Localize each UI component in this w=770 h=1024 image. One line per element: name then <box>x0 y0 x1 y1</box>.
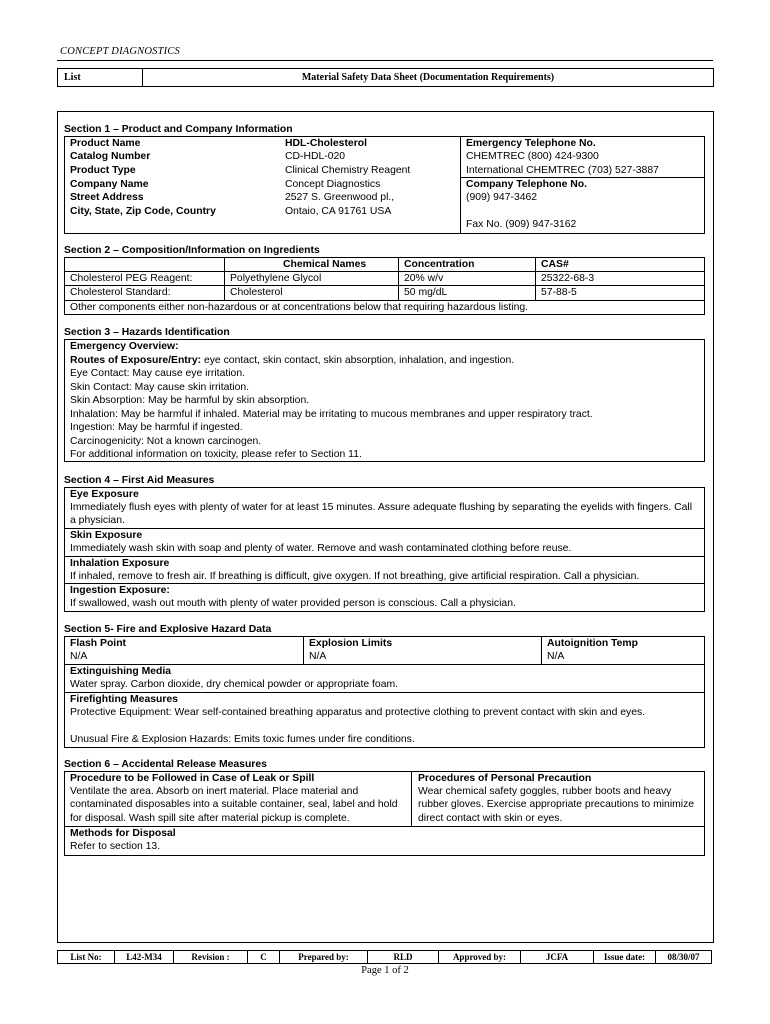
section-1-title: Section 1 – Product and Company Information <box>64 124 293 135</box>
skin-exposure-text: Immediately wash skin with soap and plenty of water. Remove and wash contaminated clothing before reuse. <box>70 543 572 554</box>
label-product-type: Product Type <box>70 165 136 176</box>
disposal-text: Refer to section 13. <box>70 841 161 852</box>
section-3-title: Section 3 – Hazards Identification <box>64 327 230 338</box>
section-5-title: Section 5- Fire and Explosive Hazard Data <box>64 624 272 635</box>
routes-label: Routes of Exposure/Entry: <box>70 355 202 366</box>
value-product-name: HDL-Cholesterol <box>285 138 367 149</box>
routes-of-exposure <box>70 354 514 367</box>
explosion-limits-label: Explosion Limits <box>309 638 393 649</box>
header-chemical-names: Chemical Names <box>283 259 367 270</box>
value-street-address: 2527 S. Greenwood pl., <box>285 192 395 203</box>
value-catalog-number: CD-HDL-020 <box>285 151 346 162</box>
spill-procedure-label: Procedure to be Followed in Case of Leak or Spill <box>70 773 315 784</box>
list-label: List <box>64 72 81 83</box>
ingredient-cas: 25322-68-3 <box>541 273 595 284</box>
extinguishing-media-label: Extinguishing Media <box>70 666 172 677</box>
routes-text: eye contact, skin contact, skin absorption, inhalation, and ingestion. <box>201 355 515 366</box>
label-city: City, State, Zip Code, Country <box>70 206 216 217</box>
label-street-address: Street Address <box>70 192 144 203</box>
fax-number: Fax No. (909) 947-3162 <box>466 219 577 230</box>
emergency-phone-label: Emergency Telephone No. <box>466 138 596 149</box>
issue-date-label: Issue date: <box>603 952 646 962</box>
hazard-line: Ingestion: May be harmful if ingested. <box>70 422 243 433</box>
section-4-title: Section 4 – First Aid Measures <box>64 475 215 486</box>
value-product-type: Clinical Chemistry Reagent <box>285 165 411 176</box>
section-2-divider <box>398 257 399 300</box>
prepared-by-label: Prepared by: <box>298 952 349 962</box>
ingredient-concentration: 20% w/v <box>404 273 444 284</box>
hazard-line: Skin Absorption: May be harmful by skin absorption. <box>70 395 310 406</box>
header-rule <box>57 60 713 61</box>
hazard-line: Carcinogenicity: Not a known carcinogen. <box>70 436 262 447</box>
autoignition-label: Autoignition Temp <box>547 638 638 649</box>
header-cas: CAS# <box>541 259 569 270</box>
company-phone: (909) 947-3462 <box>466 192 538 203</box>
label-company-name: Company Name <box>70 179 149 190</box>
section-5-divider <box>541 636 542 664</box>
emergency-phone-2: International CHEMTREC (703) 527-3887 <box>466 165 659 176</box>
section-6-title: Section 6 – Accidental Release Measures <box>64 759 267 770</box>
section-6-divider <box>411 771 412 826</box>
extinguishing-media-text: Water spray. Carbon dioxide, dry chemical powder or appropriate foam. <box>70 679 399 690</box>
ingestion-exposure-label: Ingestion Exposure: <box>70 585 170 596</box>
ingredient-component: Cholesterol PEG Reagent: <box>70 273 193 284</box>
autoignition-value: N/A <box>547 651 565 662</box>
emergency-overview: Emergency Overview: <box>70 341 179 352</box>
approved-by-label: Approved by: <box>452 952 507 962</box>
prepared-by-value: RLD <box>393 952 413 962</box>
ingredient-cas: 57-88-5 <box>541 287 577 298</box>
inhalation-exposure-label: Inhalation Exposure <box>70 558 170 569</box>
disposal-label: Methods for Disposal <box>70 828 176 839</box>
approved-by-value: JCFA <box>545 952 569 962</box>
hazard-line: Inhalation: May be harmful if inhaled. Material may be irritating to mucous membranes and upper respiratory tract. <box>70 409 593 420</box>
hazard-line: Eye Contact: May cause eye irritation. <box>70 368 245 379</box>
title-bar <box>57 68 714 87</box>
header-concentration: Concentration <box>404 259 475 270</box>
ingestion-exposure-text: If swallowed, wash out mouth with plenty of water provided person is conscious. Call a physician. <box>70 598 516 609</box>
eye-exposure-text: Immediately flush eyes with plenty of water for at least 15 minutes. Assure adequate flushing by separating the eyelids with fingers. Call a physician. <box>70 502 693 527</box>
section-5-divider <box>303 636 304 664</box>
ingredient-concentration: 50 mg/dL <box>404 287 448 298</box>
revision-value: C <box>260 952 267 962</box>
section-1-box <box>64 136 705 234</box>
list-no-label: List No: <box>70 952 102 962</box>
ingredient-chemical: Cholesterol <box>230 287 283 298</box>
spill-procedure-text: Ventilate the area. Absorb on inert material. Place material and contaminated disposables into a suitable container, seal, label and hold for disposal. Wash spill site after material pickup is complete. <box>70 786 398 824</box>
document-title: Material Safety Data Sheet (Documentation Requirements) <box>301 72 555 83</box>
value-city: Ontaio, CA 91761 USA <box>285 206 392 217</box>
ingredient-component: Cholesterol Standard: <box>70 287 171 298</box>
issue-date-value: 08/30/07 <box>667 952 700 962</box>
ingredient-chemical: Polyethylene Glycol <box>230 273 322 284</box>
inhalation-exposure-text: If inhaled, remove to fresh air. If breathing is difficult, give oxygen. If not breathing, give artificial respiration. Call a physician. <box>70 571 640 582</box>
value-company-name: Concept Diagnostics <box>285 179 381 190</box>
personal-precaution-text: Wear chemical safety goggles, rubber boots and heavy rubber gloves. Exercise appropriate precautions to minimize direct contact with skin or eyes. <box>418 786 695 824</box>
flash-point-label: Flash Point <box>70 638 126 649</box>
explosion-limits-value: N/A <box>309 651 327 662</box>
section-2-divider <box>224 257 225 300</box>
hazard-line: Skin Contact: May cause skin irritation. <box>70 382 250 393</box>
section-2-title: Section 2 – Composition/Information on Ingredients <box>64 245 320 256</box>
section-1-divider <box>460 136 461 234</box>
list-no-value: L42-M34 <box>126 952 162 962</box>
section-2-divider <box>535 257 536 300</box>
footer-table <box>57 950 712 964</box>
hazard-line: For additional information on toxicity, please refer to Section 11. <box>70 449 362 460</box>
label-product-name: Product Name <box>70 138 141 149</box>
firefighting-text: Protective Equipment: Wear self-contained breathing apparatus and protective clothing to prevent contact with skin and eyes. <box>70 707 646 718</box>
eye-exposure-label: Eye Exposure <box>70 489 139 500</box>
emergency-phone-1: CHEMTREC (800) 424-9300 <box>466 151 599 162</box>
ingredients-note: Other components either non-hazardous or at concentrations below that requiring hazardous listing. <box>70 302 529 313</box>
firefighting-label: Firefighting Measures <box>70 694 178 705</box>
section-4-rule <box>64 528 705 529</box>
company-name: CONCEPT DIAGNOSTICS <box>60 46 180 57</box>
revision-label: Revision : <box>191 952 230 962</box>
company-phone-label: Company Telephone No. <box>466 179 588 190</box>
label-catalog-number: Catalog Number <box>70 151 151 162</box>
page-number: Page 1 of 2 <box>361 965 409 976</box>
flash-point-value: N/A <box>70 651 88 662</box>
fire-hazards-text: Unusual Fire & Explosion Hazards: Emits toxic fumes under fire conditions. <box>70 734 415 745</box>
personal-precaution-label: Procedures of Personal Precaution <box>418 773 592 784</box>
skin-exposure-label: Skin Exposure <box>70 530 143 541</box>
